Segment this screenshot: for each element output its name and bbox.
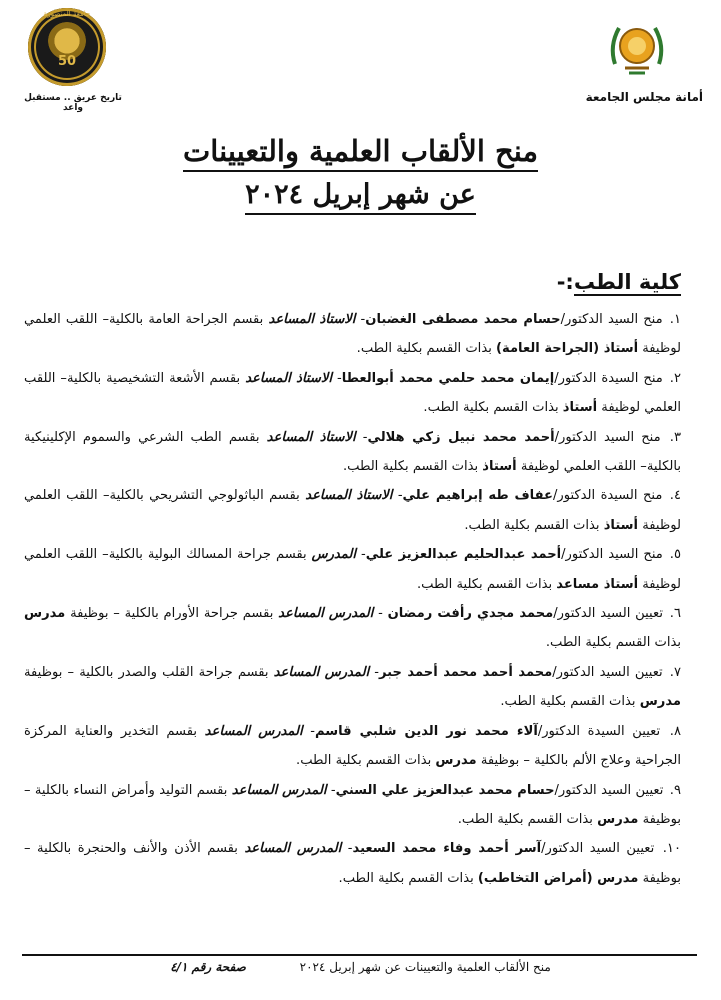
item-prefix: منح السيدة الدكتور/ [554,370,663,386]
item-department: بقسم الأشعة التشخيصية بالكلية– اللقب العلمي لوظيفة [24,370,681,416]
current-rank: المدرس المساعد [204,723,303,739]
document-title [0,134,721,168]
footer-divider [22,954,697,956]
anniversary-50-logo [28,8,106,86]
item-number: ٣. [669,429,681,445]
item-prefix: تعيين السيد الدكتور/ [553,606,663,622]
item-prefix: منح السيدة الدكتور/ [552,488,663,504]
person-name: عفاف طه إبراهيم علي [402,488,553,504]
item-department: بقسم التوليد وأمراض النساء بالكلية – بوظيفة [24,782,681,827]
item-number: ٧. [669,664,681,680]
current-rank: الاستاذ المساعد [305,488,393,504]
item-suffix: بذات القسم بكلية الطب. [338,870,478,886]
item-prefix: تعيين السيد الدكتور/ [552,664,663,680]
item-number: ٢. [669,370,681,386]
item-separator: - [331,370,342,386]
list-item [24,305,681,364]
item-number: ١٠. [662,841,681,857]
new-position: أستاذ [482,459,517,475]
document-title-text: منح الألقاب العلمية والتعيينات [183,134,538,172]
council-secretariat-label: أمانة مجلس الجامعة [585,90,703,104]
logo-number: 50 [57,54,77,69]
item-department: بقسم الباثولوجي التشريحي بالكلية– اللقب العلمي لوظيفة [24,488,681,533]
item-prefix: منح السيد الدكتور/ [560,312,663,327]
item-separator: - [355,429,368,445]
item-suffix: بذات القسم بكلية الطب. [457,811,598,827]
item-separator: - [302,723,315,739]
item-separator: - [392,488,403,504]
new-position: مدرس (أمراض التخاطب) [477,870,639,886]
list-item [24,717,681,776]
document-subtitle-text: عن شهر إبريل ٢٠٢٤ [245,179,476,215]
item-department: بقسم جراحة المسالك البولية بالكلية– اللقب العلمي لوظيفة [24,547,681,592]
item-prefix: تعيين السيد الدكتور/ [541,841,655,857]
current-rank: المدرس المساعد [244,841,342,857]
current-rank: الاستاذ المساعد [266,429,356,445]
item-department: بقسم الجراحة العامة بالكلية– اللقب العلمي لوظيفة [24,312,681,357]
current-rank: المدرس المساعد [278,606,374,622]
current-rank: الاستاذ المساعد [245,370,332,386]
list-item [24,481,681,540]
logo-ring-text: جامعة المنصورة [43,10,91,18]
person-name: آسر أحمد وفاء محمد السعيد [352,841,542,857]
person-name: محمد مجدي رأفت رمضان [387,606,554,622]
item-suffix: بذات القسم بكلية الطب. [500,694,640,710]
list-item [24,776,681,835]
item-department: بقسم الأذن والأنف والحنجرة بالكلية – بوظيفة [24,841,681,886]
person-name: محمد أحمد محمد أحمد جبر [378,664,553,680]
item-department: بقسم جراحة الأورام بالكلية – بوظيفة [65,606,279,622]
current-rank: المدرس [311,547,357,563]
item-department: بقسم التخدير والعناية المركزة الجراحية وعلاج الألم بالكلية – بوظيفة [24,723,681,769]
item-department: بقسم جراحة القلب والصدر بالكلية – بوظيفة [24,664,274,680]
list-item [24,423,681,482]
item-suffix: بذات القسم بكلية الطب. [545,635,681,651]
footer-title: منح الألقاب العلمية والتعيينات عن شهر إبريل ٢٠٢٤ [299,960,551,974]
item-separator: - [373,606,388,622]
new-position: مدرس [639,694,681,710]
list-item [24,599,681,658]
page-footer [0,960,721,974]
faculty-name: كلية الطب [573,270,681,294]
person-name: أحمد عبدالحليم عبدالعزيز علي [365,547,562,563]
logo-slogan: تاريخ عريق .. مستقبل واعد [24,93,122,113]
current-rank: الاستاذ المساعد [268,312,356,327]
item-prefix: منح السيد الدكتور/ [554,429,661,445]
item-suffix: بذات القسم بكلية الطب. [342,459,483,475]
item-separator: - [369,664,379,680]
item-separator: - [356,547,366,563]
decision-list [24,305,681,893]
item-number: ٨. [669,723,681,739]
person-name: آلاء محمد نور الدين شلبي قاسم [315,723,538,739]
item-separator: - [326,782,336,798]
document-subtitle [0,179,721,210]
person-name: حسام محمد عبدالعزيز علي السني [335,782,555,798]
item-suffix: بذات القسم بكلية الطب. [296,753,436,769]
list-item [24,658,681,717]
list-item [24,364,681,423]
new-position: أستاذ [603,517,639,533]
new-position: أستاذ [562,400,598,416]
current-rank: المدرس المساعد [273,664,370,680]
item-separator: - [355,312,366,327]
item-suffix: بذات القسم بكلية الطب. [464,517,604,533]
item-suffix: بذات القسم بكلية الطب. [416,576,557,592]
university-crest-icon [605,16,669,80]
person-name: أحمد محمد نبيل زكي هلالي [367,429,555,445]
item-department: بقسم الطب الشرعي والسموم الإكلينيكية بالكلية– اللقب العلمي لوظيفة [24,429,681,475]
list-item [24,834,681,893]
person-name: إيمان محمد حلمي محمد أبوالعطا [341,370,555,386]
new-position: مدرس [597,811,639,827]
list-item [24,540,681,599]
page-number: صفحة رقم ٤/١ [170,960,246,974]
item-suffix: بذات القسم بكلية الطب. [423,400,563,416]
item-prefix: منح السيد الدكتور/ [561,547,663,563]
item-number: ٥. [669,547,681,563]
person-name: حسام محمد مصطفى الغضبان [365,312,561,327]
new-position: مدرس [24,606,66,622]
faculty-suffix: :- [556,270,574,294]
current-rank: المدرس المساعد [231,782,327,798]
new-position: أستاذ (الجراحة العامة) [496,341,639,357]
item-prefix: تعيين السيدة الدكتور/ [537,723,661,739]
item-suffix: بذات القسم بكلية الطب. [356,341,497,357]
item-number: ٦. [669,606,681,622]
faculty-heading [557,270,681,294]
item-separator: - [341,841,353,857]
item-prefix: تعيين السيد الدكتور/ [554,782,664,798]
item-number: ١. [669,312,682,327]
new-position: مدرس [435,753,477,769]
item-number: ٤. [669,488,682,504]
item-number: ٩. [669,782,681,798]
new-position: أستاذ مساعد [556,576,639,592]
